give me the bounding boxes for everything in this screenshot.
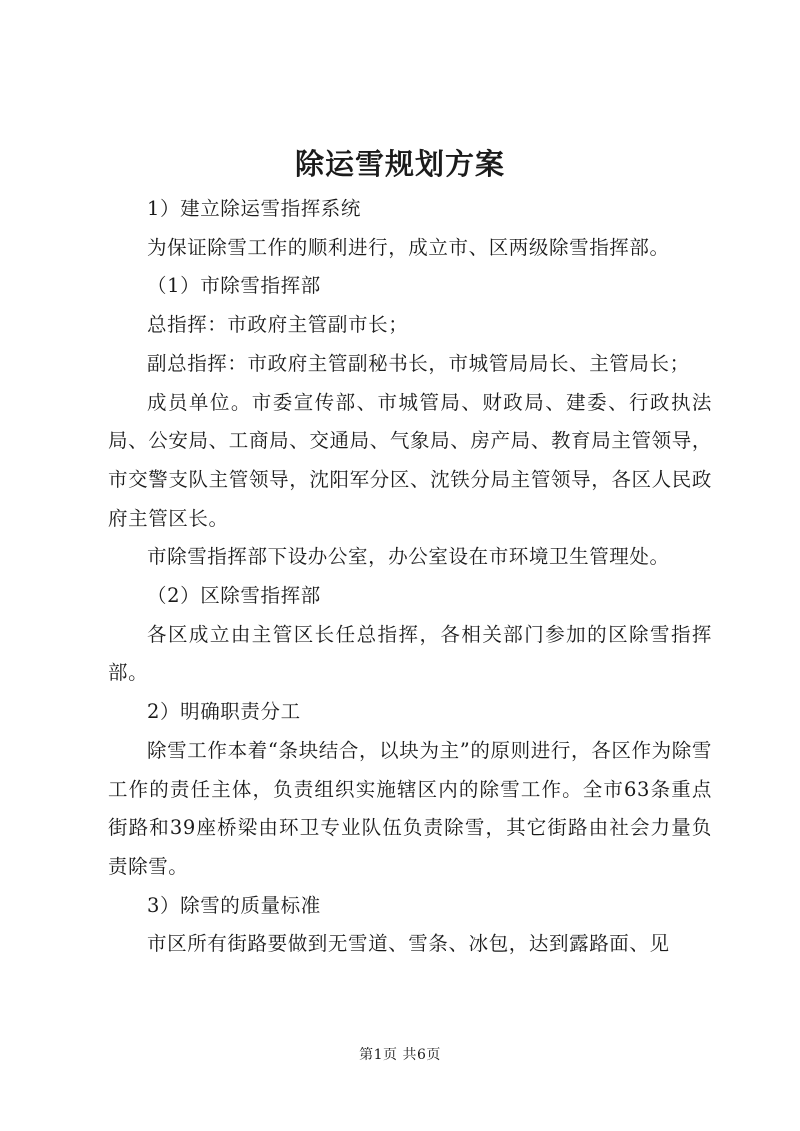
paragraph: 各区成立由主管区长任总指挥，各相关部门参加的区除雪指挥部。 bbox=[108, 622, 712, 685]
paragraph: 副总指挥：市政府主管副秘书长，市城管局局长、主管局长； bbox=[147, 351, 690, 375]
section-heading-3: 3）除雪的质量标准 bbox=[147, 893, 321, 917]
paragraph: 为保证除雪工作的顺利进行，成立市、区两级除雪指挥部。 bbox=[147, 235, 670, 259]
document-title: 除运雪规划方案 bbox=[294, 147, 505, 181]
paragraph: 市除雪指挥部下设办公室，办公室设在市环境卫生管理处。 bbox=[147, 545, 670, 569]
subsection-heading-2: （2）区除雪指挥部 bbox=[147, 584, 321, 608]
paragraph: 总指挥：市政府主管副市长； bbox=[147, 313, 409, 337]
subsection-heading-1: （1）市除雪指挥部 bbox=[147, 274, 321, 298]
document-body bbox=[108, 190, 712, 964]
paragraph: 成员单位。市委宣传部、市城管局、财政局、建委、行政执法局、公安局、工商局、交通局、气象局、房产局、教育局主管领导，市交警支队主管领导，沈阳军分区、沈铁分局主管领导，各区人民政府主管区长。 bbox=[108, 390, 712, 530]
section-heading-1: 1）建立除运雪指挥系统 bbox=[147, 197, 362, 220]
paragraph: 除雪工作本着“条块结合，以块为主”的原则进行，各区作为除雪工作的责任主体，负责组织实施辖区内的除雪工作。全市63条重点街路和39座桥梁由环卫专业队伍负责除雪，其它街路由社会力量负责除雪。 bbox=[108, 738, 712, 878]
paragraph: 市区所有街路要做到无雪道、雪条、冰包，达到露路面、见 bbox=[147, 932, 670, 956]
page-footer: 第1页 共6页 bbox=[359, 1047, 441, 1063]
section-heading-2: 2）明确职责分工 bbox=[147, 700, 301, 724]
